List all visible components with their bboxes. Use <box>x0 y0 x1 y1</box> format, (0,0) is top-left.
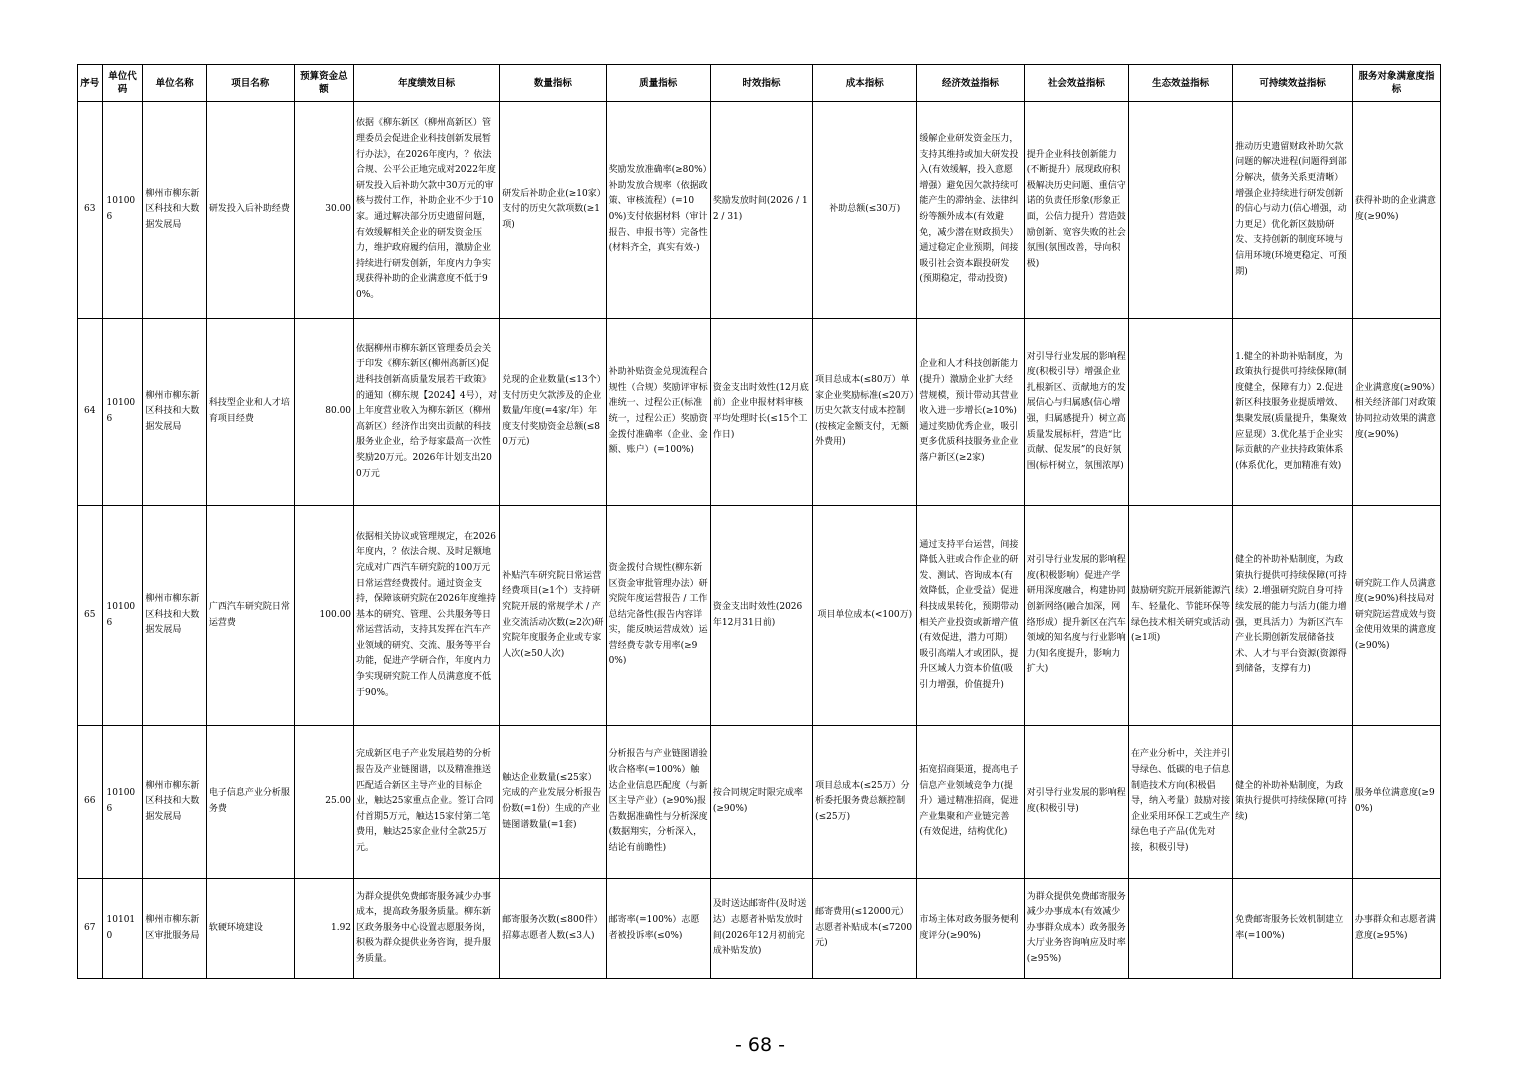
cell-economic: 拓宽招商渠道，提高电子信息产业领域竞争力(提升）通过精准招商，促进产业集聚和产业链完善(有效促进，结构优化) <box>917 726 1024 879</box>
cell-quality: 资金拨付合规性(柳东新区资金审批管理办法）研究院年度运营报告 / 工作总结完备性(报告内容详实，能反映运营成效）运营经费专款专用率(≥90%) <box>606 506 710 726</box>
cell-ecological <box>1129 879 1233 979</box>
cell-annual-goal: 依据相关协议或管理规定，在2026年度内，？依法合规、及时足额地完成对广西汽车研究院的100万元日常运营经费拨付。通过资金支持，保障该研究院在2026年度维持基本的研究、管理、公共服务等日常运营活动，支持其发挥在汽车产业领域的研究、交流、服务等平台功能，促进产学研合作，年度内力争实现研究院工作人员满意度不低于90%。 <box>354 506 500 726</box>
header-unit-name: 单位名称 <box>143 65 206 102</box>
header-annual-goal: 年度绩效目标 <box>354 65 500 102</box>
cell-unit-code: 101006 <box>102 102 143 319</box>
cell-ecological: 在产业分析中，关注并引导绿色、低碳的电子信息制造技术方向(积极倡导，纳入考量）鼓励对接企业采用环保工艺或生产绿色电子产品(优先对接，积极引导) <box>1129 726 1233 879</box>
cell-project-name: 研发投入后补助经费 <box>206 102 294 319</box>
cell-unit-code: 101006 <box>102 319 143 506</box>
cell-social: 对引导行业发展的影响程度(积极影响）促进产学研用深度融合，构建协同创新网络(融合加深，网络形成）提升新区在汽车领域的知名度与行业影响力(知名度提升，影响力扩大) <box>1024 506 1128 726</box>
cell-seq: 63 <box>78 102 103 319</box>
cell-annual-goal: 为群众提供免费邮寄服务减少办事成本，提高政务服务质量。柳东新区政务服务中心设置志愿服务岗，积极为群众提供业务咨询，提升服务质量。 <box>354 879 500 979</box>
cell-seq: 66 <box>78 726 103 879</box>
cell-timeliness: 及时送达邮寄件(及时送达）志愿者补贴发放时间(2026年12月初前完成补贴发放) <box>710 879 812 979</box>
header-cost: 成本指标 <box>813 65 917 102</box>
cell-sustainable: 健全的补助补贴制度，为政策执行提供可持续保障(可持续）2.增强研究院自身可持续发展的能力与活力(能力增强，更具活力）为新区汽车产业长期创新发展储备技术、人才与平台资源(资源得到储备，支撑有力) <box>1233 506 1353 726</box>
cell-timeliness: 按合同规定时限完成率(≥90%) <box>710 726 812 879</box>
header-social: 社会效益指标 <box>1024 65 1128 102</box>
cell-project-name: 电子信息产业分析服务费 <box>206 726 294 879</box>
header-sustainable: 可持续效益指标 <box>1233 65 1353 102</box>
header-satisfaction: 服务对象满意度指标 <box>1352 65 1440 102</box>
table-row <box>78 879 1441 979</box>
cell-budget: 80.00 <box>294 319 353 506</box>
cell-quantity: 研发后补助企业(≥10家）支付的历史欠款项数(≥1项) <box>500 102 606 319</box>
cell-social: 提升企业科技创新能力(不断提升）展现政府积极解决历史问题、重信守诺的负责任形象(形象正面，公信力提升）营造鼓励创新、宽容失败的社会氛围(氛围改善，导向积极) <box>1024 102 1128 319</box>
cell-unit-code: 101006 <box>102 726 143 879</box>
cell-social: 对引导行业发展的影响程度(积极引导）增强企业扎根新区、贡献地方的发展信心与归属感(信心增强，归属感提升）树立高质量发展标杆，营造“比贡献、促发展”的良好氛围(标杆树立，氛围浓厚) <box>1024 319 1128 506</box>
cell-quality: 分析报告与产业链图谱验收合格率(=100%）触达企业信息匹配度（与新区主导产业）(≥90%)报告数据准确性与分析深度(数据翔实，分析深入，结论有前瞻性) <box>606 726 710 879</box>
cell-annual-goal: 依据《柳东新区（柳州高新区）管理委员会促进企业科技创新发展暂行办法》，在2026年度内，？依法合规、公平公正地完成对2022年度研发投入后补助欠款中30万元的审核与拨付工作，补助企业不少于10家。通过解决部分历史遗留问题，有效缓解相关企业的研发资金压力，维护政府履约信用，激励企业持续进行研发创新，年度内力争实现获得补助的企业满意度不低于90%。 <box>354 102 500 319</box>
cell-annual-goal: 完成新区电子产业发展趋势的分析报告及产业链图谱，以及精准推送匹配适合新区主导产业的目标企业，触达25家重点企业。签订合同付首期5万元，触达15家付第二笔费用，触达25家企业付全款25万元。 <box>354 726 500 879</box>
table-row <box>78 726 1441 879</box>
performance-table <box>77 64 1441 979</box>
cell-economic: 通过支持平台运营，间接降低入驻或合作企业的研发、测试、咨询成本(有效降低，企业受益）促进科技成果转化，预期带动相关产业投资或新增产值(有效促进，潜力可期）吸引高端人才或团队，提升区域人力资本价值(吸引力增强，价值提升) <box>917 506 1024 726</box>
cell-seq: 65 <box>78 506 103 726</box>
cell-project-name: 科技型企业和人才培育项目经费 <box>206 319 294 506</box>
cell-ecological <box>1129 319 1233 506</box>
cell-quality: 补助补贴资金兑现流程合规性（合规）奖励评审标准统一、过程公正(标准统一，过程公正）奖励资金拨付准确率（企业、金额、账户）(=100%) <box>606 319 710 506</box>
cell-sustainable: 免费邮寄服务长效机制建立率(=100%) <box>1233 879 1353 979</box>
cell-timeliness: 资金支出时效性(12月底前）企业申报材料审核平均处理时长(≤15个工作日) <box>710 319 812 506</box>
cell-annual-goal: 依据柳州市柳东新区管理委员会关于印发《柳东新区(柳州高新区)促进科技创新高质量发展若干政策》的通知（柳东规【2024】4号），对上年度营业收入为柳东新区（柳州高新区）经济作出突出贡献的科技服务业企业，给予每家最高一次性奖励20万元。2026年计划支出200万元 <box>354 319 500 506</box>
header-economic: 经济效益指标 <box>917 65 1024 102</box>
cell-unit-name: 柳州市柳东新区科技和大数据发展局 <box>143 726 206 879</box>
cell-cost: 项目总成本(≤80万）单家企业奖励标准(≤20万）历史欠款支付成本控制(按核定金额支付，无额外费用) <box>813 319 917 506</box>
cell-unit-name: 柳州市柳东新区科技和大数据发展局 <box>143 102 206 319</box>
cell-timeliness: 奖励发放时间(2026 / 12 / 31) <box>710 102 812 319</box>
cell-project-name: 广西汽车研究院日常运营费 <box>206 506 294 726</box>
cell-cost: 补助总额(≤30万) <box>813 102 917 319</box>
cell-economic: 企业和人才科技创新能力(提升）激励企业扩大经营规模，预计带动其营业收入进一步增长(≥10%)通过奖励优秀企业，吸引更多优质科技服务业企业落户新区(≥2家) <box>917 319 1024 506</box>
cell-cost: 邮寄费用(≤12000元）志愿者补贴成本(≤7200元) <box>813 879 917 979</box>
header-budget: 预算资金总额 <box>294 65 353 102</box>
cell-unit-name: 柳州市柳东新区科技和大数据发展局 <box>143 319 206 506</box>
table-row <box>78 102 1441 319</box>
header-unit-code: 单位代码 <box>102 65 143 102</box>
cell-satisfaction: 研究院工作人员满意度(≥90%)科技局对研究院运营成效与资金使用效果的满意度(≥90%) <box>1352 506 1440 726</box>
cell-budget: 30.00 <box>294 102 353 319</box>
cell-social: 对引导行业发展的影响程度(积极引导) <box>1024 726 1128 879</box>
cell-sustainable: 推动历史遗留财政补助欠款问题的解决进程(问题得到部分解决，债务关系更清晰）增强企业持续进行研发创新的信心与动力(信心增强，动力更足）优化新区鼓励研发、支持创新的制度环境与信用环境(环境更稳定、可预期) <box>1233 102 1353 319</box>
cell-seq: 64 <box>78 319 103 506</box>
cell-sustainable: 健全的补助补贴制度，为政策执行提供可持续保障(可持续) <box>1233 726 1353 879</box>
cell-economic: 市场主体对政务服务便利度评分(≥90%) <box>917 879 1024 979</box>
cell-quality: 奖励发放准确率(≥80%）补助发放合规率（依据政策、审核流程）(=100%)支付依据材料（审计报告、申报书等）完备性(材料齐全，真实有效-) <box>606 102 710 319</box>
header-row <box>78 65 1441 102</box>
cell-timeliness: 资金支出时效性(2026年12月31日前) <box>710 506 812 726</box>
cell-ecological: 鼓励研究院开展新能源汽车、轻量化、节能环保等绿色技术相关研究或活动(≥1项) <box>1129 506 1233 726</box>
header-ecological: 生态效益指标 <box>1129 65 1233 102</box>
cell-unit-code: 101010 <box>102 879 143 979</box>
cell-quality: 邮寄率(=100%）志愿者被投诉率(≤0%) <box>606 879 710 979</box>
cell-budget: 100.00 <box>294 506 353 726</box>
cell-unit-name: 柳州市柳东新区审批服务局 <box>143 879 206 979</box>
table-row <box>78 319 1441 506</box>
cell-quantity: 邮寄服务次数(≤800件）招募志愿者人数(≤3人) <box>500 879 606 979</box>
cell-cost: 项目单位成本(<100万) <box>813 506 917 726</box>
cell-quantity: 补贴汽车研究院日常运营经费项目(≥1个）支持研究院开展的常规学术 / 产业交流活动次数(≥2次)研究院年度服务企业或专家人次(≥50人次) <box>500 506 606 726</box>
table-row <box>78 506 1441 726</box>
cell-budget: 25.00 <box>294 726 353 879</box>
cell-budget: 1.92 <box>294 879 353 979</box>
cell-ecological <box>1129 102 1233 319</box>
cell-economic: 缓解企业研发资金压力，支持其维持或加大研发投入(有效缓解，投入意愿增强）避免因欠款持续可能产生的滞纳金、法律纠纷等额外成本(有效避免，减少潜在财政损失）通过稳定企业预期，间接吸引社会资本跟投研发(预期稳定，带动投资) <box>917 102 1024 319</box>
page-number: - 68 - <box>735 1034 785 1056</box>
cell-unit-name: 柳州市柳东新区科技和大数据发展局 <box>143 506 206 726</box>
cell-cost: 项目总成本(≤25万）分析委托服务费总额控制(≤25万) <box>813 726 917 879</box>
cell-sustainable: 1.健全的补助补贴制度，为政策执行提供可持续保障(制度健全，保障有力）2.促进新区科技服务业提质增效、集聚发展(质量提升，集聚效应显现）3.优化基于企业实际贡献的产业扶持政策体系(体系优化，更加精准有效) <box>1233 319 1353 506</box>
cell-quantity: 触达企业数量(≤25家）完成的产业发展分析报告份数(=1份）生成的产业链图谱数量(=1套) <box>500 726 606 879</box>
header-seq: 序号 <box>78 65 103 102</box>
cell-social: 为群众提供免费邮寄服务减少办事成本(有效减少办事群众成本）政务服务大厅业务咨询响应及时率(≥95%) <box>1024 879 1128 979</box>
cell-project-name: 软硬环境建设 <box>206 879 294 979</box>
cell-seq: 67 <box>78 879 103 979</box>
header-timeliness: 时效指标 <box>710 65 812 102</box>
cell-satisfaction: 企业满意度(≥90%）相关经济部门对政策协同拉动效果的满意度(≥90%) <box>1352 319 1440 506</box>
cell-satisfaction: 服务单位满意度(≥90%) <box>1352 726 1440 879</box>
header-quantity: 数量指标 <box>500 65 606 102</box>
header-project-name: 项目名称 <box>206 65 294 102</box>
header-quality: 质量指标 <box>606 65 710 102</box>
cell-satisfaction: 办事群众和志愿者满意度(≥95%) <box>1352 879 1440 979</box>
cell-satisfaction: 获得补助的企业满意度(≥90%) <box>1352 102 1440 319</box>
cell-unit-code: 101006 <box>102 506 143 726</box>
cell-quantity: 兑现的企业数量(≤13个）支付历史欠款涉及的企业数量/年度(=4家/年）年度支付奖励资金总额(≤80万元) <box>500 319 606 506</box>
